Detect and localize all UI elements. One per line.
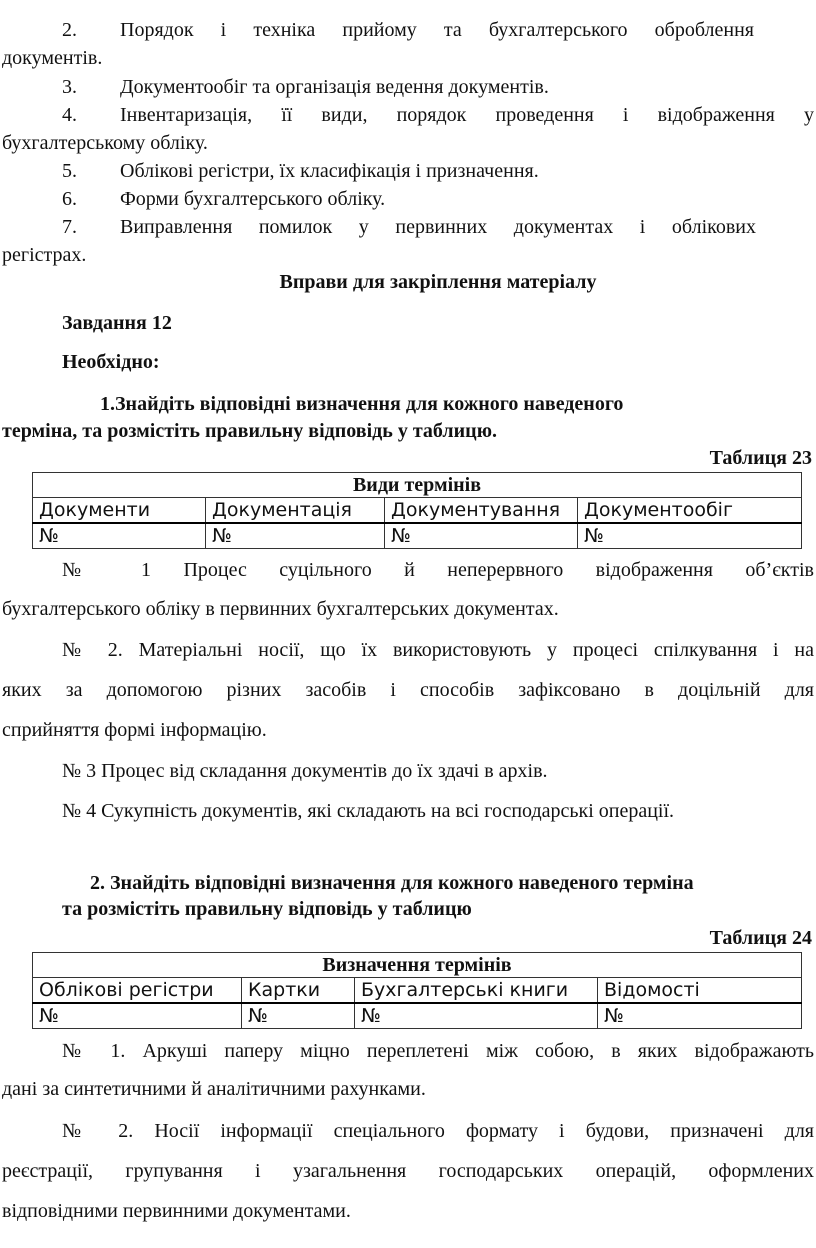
table24-caption: Таблиця 24: [709, 927, 812, 949]
table24-col-accounting-books: Бухгалтерські книги: [355, 978, 598, 1004]
section-title: Вправи для закріплення матеріалу: [279, 271, 597, 293]
table23: [32, 472, 802, 549]
table23-answer-cell: №: [33, 523, 206, 549]
question-4-text-line1: Інвентаризація, її види, порядок проведення і відображення у: [120, 104, 814, 126]
task1-definition-2-line3: сприйняття формі інформацію.: [2, 719, 267, 741]
table24-answer-cell: №: [598, 1003, 802, 1029]
task2-definition-2-line3: відповідними первинними документами.: [2, 1200, 351, 1222]
task1-definition-4: № 4 Сукупність документів, які складають на всі господарські операції.: [62, 800, 675, 822]
question-3-text: Документообіг та організація ведення документів.: [120, 76, 549, 98]
table24-answer-cell: №: [242, 1003, 355, 1029]
task2-definition-1-line2: дані за синтетичними й аналітичними рахунками.: [2, 1078, 426, 1100]
table24-col-accounting-registers: Облікові регістри: [33, 978, 242, 1004]
question-2-number: 2.: [62, 19, 77, 41]
task1-definition-2-line2: яких за допомогою різних засобів і способів зафіксовано в доцільній для: [2, 679, 814, 701]
question-4-text-line2: бухгалтерському обліку.: [2, 132, 208, 154]
table23-caption: Таблиця 23: [709, 447, 812, 469]
table24-answer-cell: №: [355, 1003, 598, 1029]
task-label: Завдання 12: [62, 312, 172, 334]
table23-col-documents: Документи: [33, 498, 206, 524]
table24: [32, 952, 802, 1029]
table23-col-documenting: Документування: [385, 498, 578, 524]
question-7-number: 7.: [62, 216, 77, 238]
question-4-number: 4.: [62, 104, 77, 126]
task2-instruction-line1: 2. Знайдіть відповідні визначення для кожного наведеного терміна: [90, 872, 694, 894]
table23-col-document-flow: Документообіг: [578, 498, 802, 524]
task1-definition-2-line1: № 2. Матеріальні носії, що їх використовують у процесі спілкування і на: [62, 639, 814, 661]
question-2-text-line2: документів.: [2, 47, 103, 69]
question-6-number: 6.: [62, 188, 77, 210]
question-2-text-line1: Порядок і техніка прийому та бухгалтерського оброблення: [120, 19, 754, 41]
task1-instruction-line1: 1.Знайдіть відповідні визначення для кожного наведеного: [100, 393, 624, 415]
task2-instruction-line2: та розмістіть правильну відповідь у таблицю: [62, 898, 472, 920]
table24-col-cards: Картки: [242, 978, 355, 1004]
table24-header: Визначення термінів: [33, 953, 802, 978]
question-7-text-line1: Виправлення помилок у первинних документах і облікових: [120, 216, 756, 238]
question-6-text: Форми бухгалтерського обліку.: [120, 188, 386, 210]
table23-header: Види термінів: [33, 473, 802, 498]
task1-instruction-line2: терміна, та розмістіть правильну відповідь у таблицю.: [2, 420, 497, 442]
question-5-number: 5.: [62, 160, 77, 182]
table23-answer-cell: №: [578, 523, 802, 549]
question-7-text-line2: регістрах.: [2, 244, 87, 266]
table23-answer-cell: №: [385, 523, 578, 549]
table23-col-documentation: Документація: [206, 498, 385, 524]
task2-definition-2-line1: № 2. Носії інформації спеціального формату і будови, призначені для: [62, 1120, 814, 1142]
table23-answer-cell: №: [206, 523, 385, 549]
required-label: Необхідно:: [62, 351, 160, 373]
task2-definition-2-line2: реєстрації, групування і узагальнення господарських операцій, оформлених: [2, 1160, 814, 1182]
task2-definition-1-line1: № 1. Аркуші паперу міцно переплетені між собою, в яких відображають: [62, 1040, 814, 1062]
question-3-number: 3.: [62, 76, 77, 98]
task1-definition-1-line2: бухгалтерського обліку в первинних бухгалтерських документах.: [2, 598, 559, 620]
question-5-text: Облікові регістри, їх класифікація і призначення.: [120, 160, 539, 182]
table24-answer-cell: №: [33, 1003, 242, 1029]
task1-definition-1-line1: № 1 Процес суцільного й неперервного відображення об’єктів: [62, 559, 814, 581]
task1-definition-3: № 3 Процес від складання документів до їх здачі в архів.: [62, 760, 548, 782]
table24-col-statements: Відомості: [598, 978, 802, 1004]
